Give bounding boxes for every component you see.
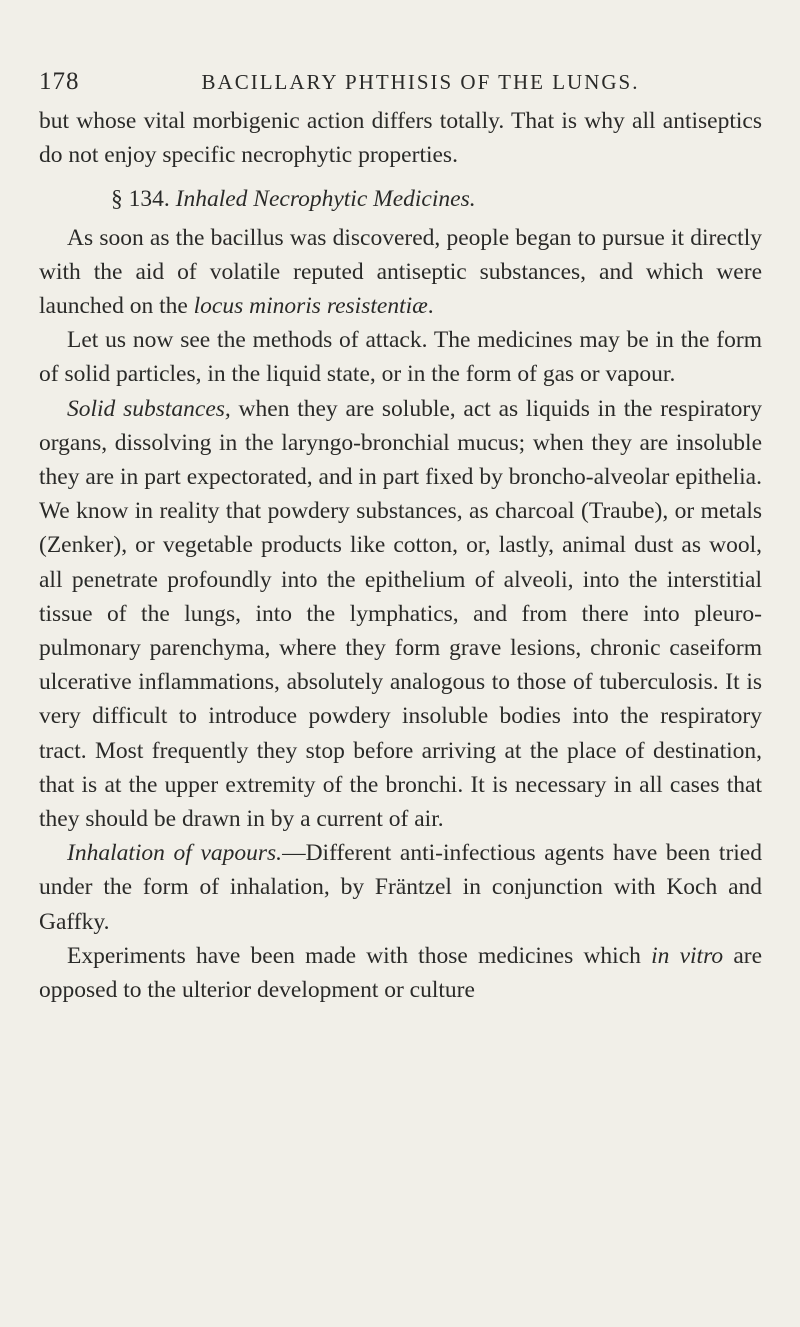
solid-substances-term: Solid substances, (67, 395, 231, 422)
paragraph-bacillus: As soon as the bacillus was discovered, people began to pursue it directly with the aid of volatile reputed antiseptic substances, and which were launched on the locus minoris resistentiæ. (39, 224, 762, 320)
paragraph-solid-substances (39, 392, 762, 837)
page-header (39, 68, 762, 104)
section-number: § 134. (111, 186, 170, 213)
paragraph-methods: Let us now see the methods of attack. The medicines may be in the form of solid particles, in the liquid state, or in the form of gas or vapour. (39, 327, 762, 388)
paragraph-solid-text: when they are soluble, act as liquids in the respiratory organs, dissolving in the laryngo-bronchial mucus; when they are insoluble they are in part expectorated, and in part fixed by broncho-alveolar epithelia. We know in reality that powdery substances, as charcoal (Traube), or metals (Zenker), or vegetable products like cotton, or, lastly, animal dust as wool, all penetrate profoundly into the epithelium of alveoli, into the interstitial tissue of the lungs, into the lymphatics, and from there into pleuro-pulmonary parenchyma, where they form grave lesions, chronic caseiform ulcerative inflammations, absolutely analogous to those of tuberculosis. It is very difficult to introduce powdery insoluble bodies into the respiratory tract. Most frequently they stop before arriving at the place of destination, that is at the upper extremity of the bronchi. It is necessary in all cases that they should be drawn in by a current of air. (39, 395, 762, 833)
running-head: BACILLARY PHTHISIS OF THE LUNGS. (201, 70, 640, 94)
paragraph-bacillus-text: As soon as the bacillus was discovered, people began to pursue it directly with the aid of volatile reputed antiseptic substances, and which were launched on the (39, 224, 762, 320)
paragraph-experiments: Experiments have been made with those medicines which in vitro are opposed to the ulterior development or culture (39, 942, 762, 1004)
paragraph-inhalation (39, 836, 762, 939)
paragraph-experiments-text: Experiments have been made with those medicines which (67, 942, 641, 969)
in-vitro-term: in vitro (651, 942, 724, 969)
body-text (39, 104, 762, 1007)
latin-phrase: locus minoris resistentiæ (193, 293, 428, 320)
paragraph-continuation: but whose vital morbigenic action differs totally. That is why all antiseptics do not enjoy specific necrophytic properties. (39, 108, 762, 169)
page-number: 178 (39, 68, 80, 95)
section-title: Inhaled Necrophytic Medicines. (175, 186, 476, 213)
inhalation-term: Inhalation of vapours. (67, 840, 283, 867)
section-heading (39, 182, 762, 216)
paragraph-inhalation-text: —Different anti-infectious agents have been tried under the form of inhalation, by Fräntzel in conjunction with Koch and Gaffky. (39, 840, 762, 935)
